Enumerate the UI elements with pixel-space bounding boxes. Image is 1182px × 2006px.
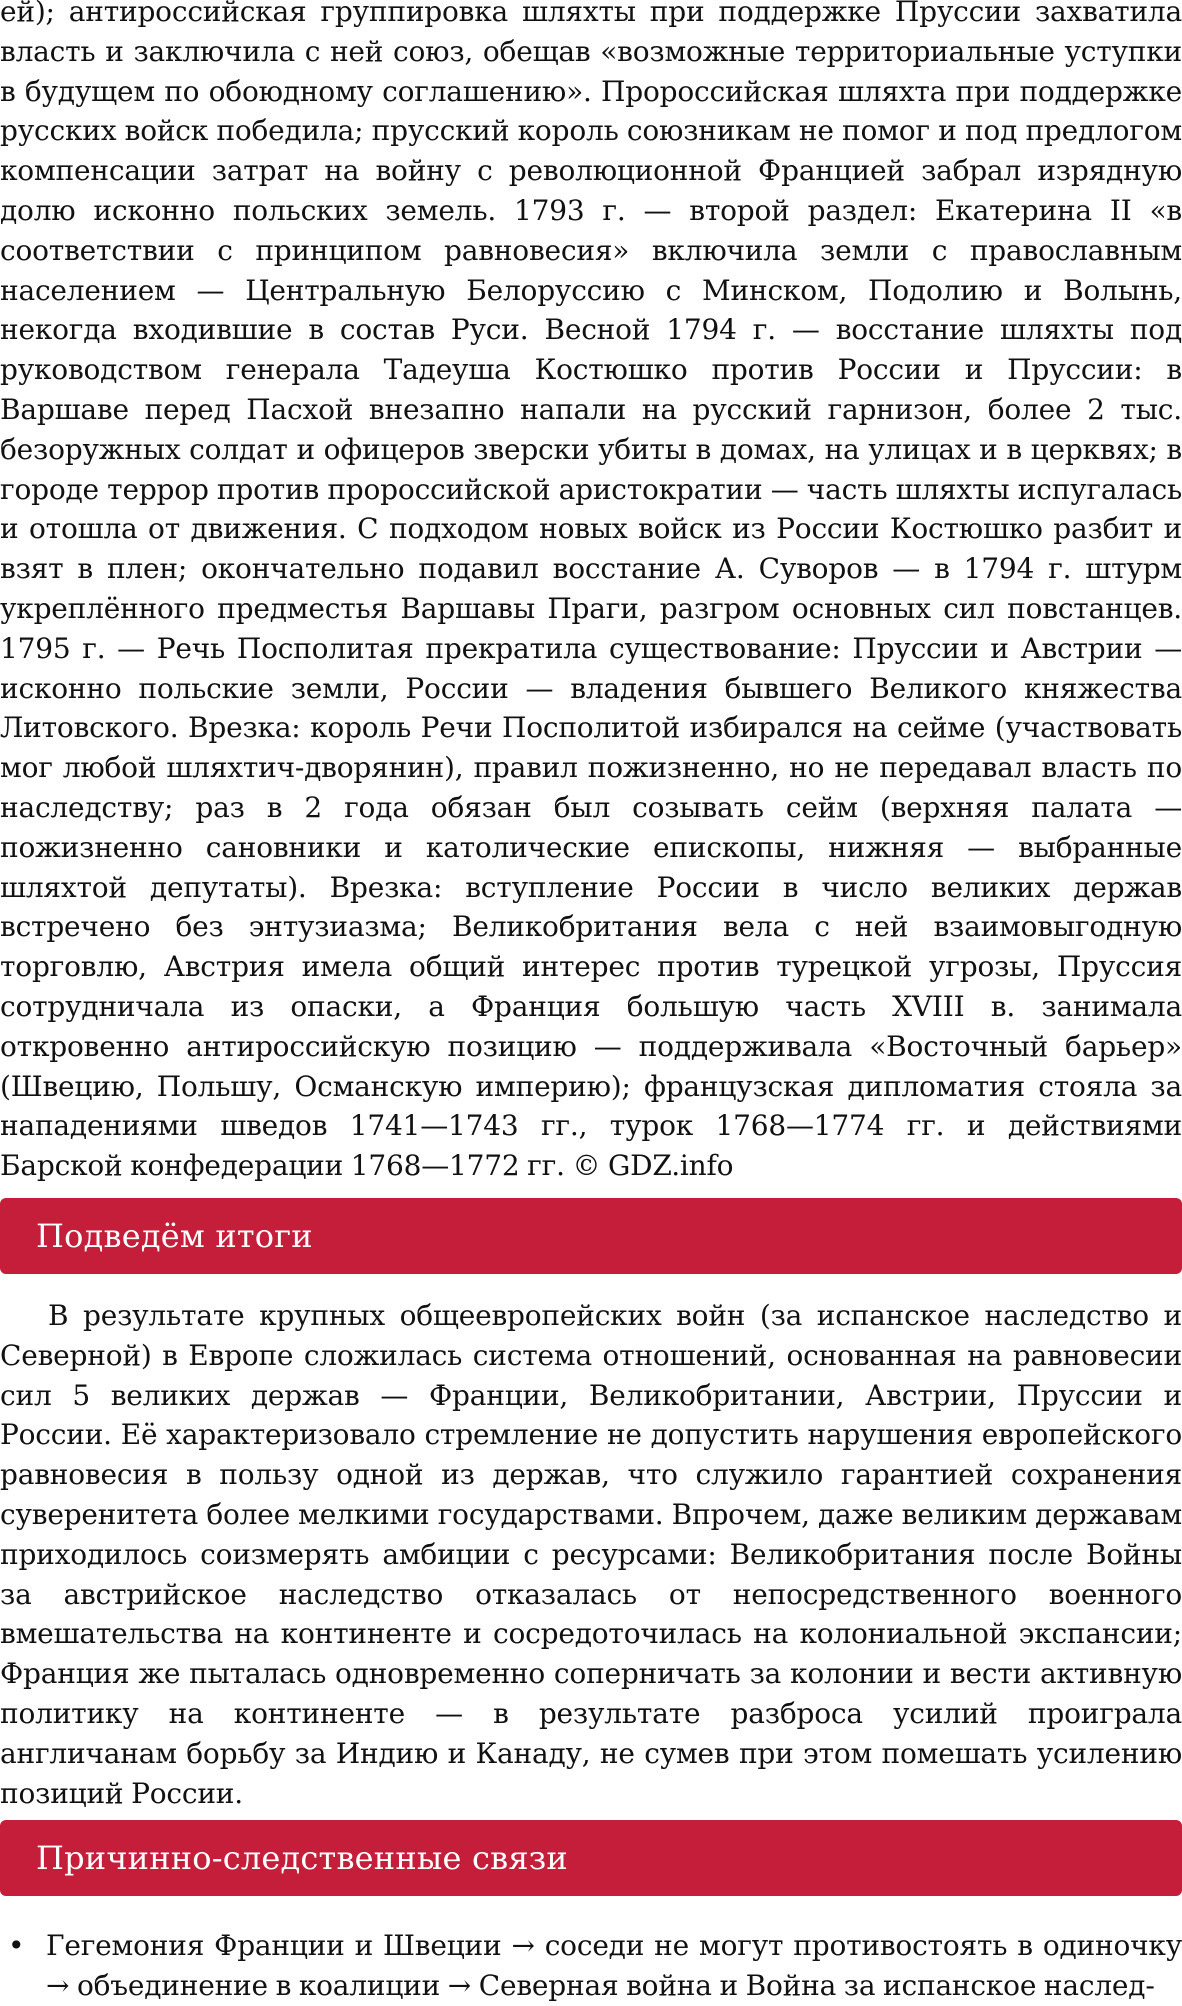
list-item xyxy=(0,1926,1182,2006)
section-banner-summary xyxy=(0,1198,1182,1274)
summary-paragraph: В результате крупных общеевропейских войн (за испанское наследство и Северной) в Европе сложилась система отношений, основанная на равновесии сил 5 великих держав — Франции, Великобритании, Австрии, Пруссии и России. Её характеризовало стремление не допустить нарушения европейского равновесия в пользу одной из держав, что служило гарантией сохранения суверенитета более мелкими государствами. Впрочем, даже великим державам приходилось соизмерять амбиции с ресурсами: Великобритания после Войны за австрийское наследство отказалась от непосредственного военного вмешательства на континенте и сосредоточилась на колониальной экспансии; Франция же пыталась одновременно соперничать за колонии и вести активную политику на континенте — в результате разброса усилий проиграла англичанам борьбу за Индию и Канаду, не сумев при этом помешать усилению позиций России. xyxy=(0,1299,1182,1810)
list-item-text: Гегемония Франции и Швеции → соседи не могут противостоять в одиночку → объединение в коалиции → Северная война и Война за испанское наслед- xyxy=(46,1929,1182,2002)
body-paragraph: ей); антироссийская группировка шляхты при поддержке Пруссии захватила власть и заключила с ней союз, обещав «возможные территориальные уступки в будущем по обоюдному соглашению». Пророссийская шляхта при поддержке русских войск победила; прусский король союзникам не помог и под предлогом компенсации затрат на войну с революционной Францией забрал изрядную долю исконно польских земель. 1793 г. — второй раздел: Екатерина II «в соответствии с принципом равновесия» включила земли с православным населением — Центральную Белоруссию с Минском, Подолию и Волынь, некогда входившие в состав Руси. Весной 1794 г. — восстание шляхты под руководством генерала Тадеуша Костюшко против России и Пруссии: в Варшаве перед Пасхой внезапно напали на русский гарнизон, более 2 тыс. безоружных солдат и офицеров зверски убиты в домах, на улицах и в церквях; в городе террор против пророссийской аристократии — часть шляхты испугалась и отошла от движения. С подходом новых войск из России Костюшко разбит и взят в плен; окончательно подавил восстание А. Суворов — в 1794 г. штурм укреплённого предместья Варшавы Праги, разгром основных сил повстанцев. 1795 г. — Речь Посполитая прекратила существование: Пруссии и Австрии — исконно польские земли, России — владения бывшего Великого княжества Литовского. Врезка: король Речи Посполитой избирался на сейме (участвовать мог любой шляхтич-дворянин), правил пожизненно, но не передавал власть по наследству; раз в 2 года обязан был созывать сейм (верхняя палата — пожизненно сановники и католические епископы, нижняя — выбранные шляхтой депутаты). Врезка: вступление России в число великих держав встречено без энтузиазма; Великобритания вела с ней взаимовыгодную торговлю, Австрия имела общий интерес против турецкой угрозы, Пруссия сотрудничала из опаски, а Франция большую часть XVIII в. занимала откровенно антироссийскую позицию — поддерживала «Восточный барьер» (Швецию, Польшу, Османскую империю); французская дипломатия стояла за нападениями шведов 1741—1743 гг., турок 1768—1774 гг. и действиями Барской конфедерации 1768—1772 гг. © GDZ.info xyxy=(0,0,1182,1183)
bullet-icon: • xyxy=(8,1929,25,1962)
section-title-summary: Подведём итоги xyxy=(36,1217,313,1255)
section-banner-causes xyxy=(0,1820,1182,1896)
section-title-causes: Причинно-следственные связи xyxy=(36,1839,568,1877)
cause-effect-list xyxy=(0,1926,1182,2006)
